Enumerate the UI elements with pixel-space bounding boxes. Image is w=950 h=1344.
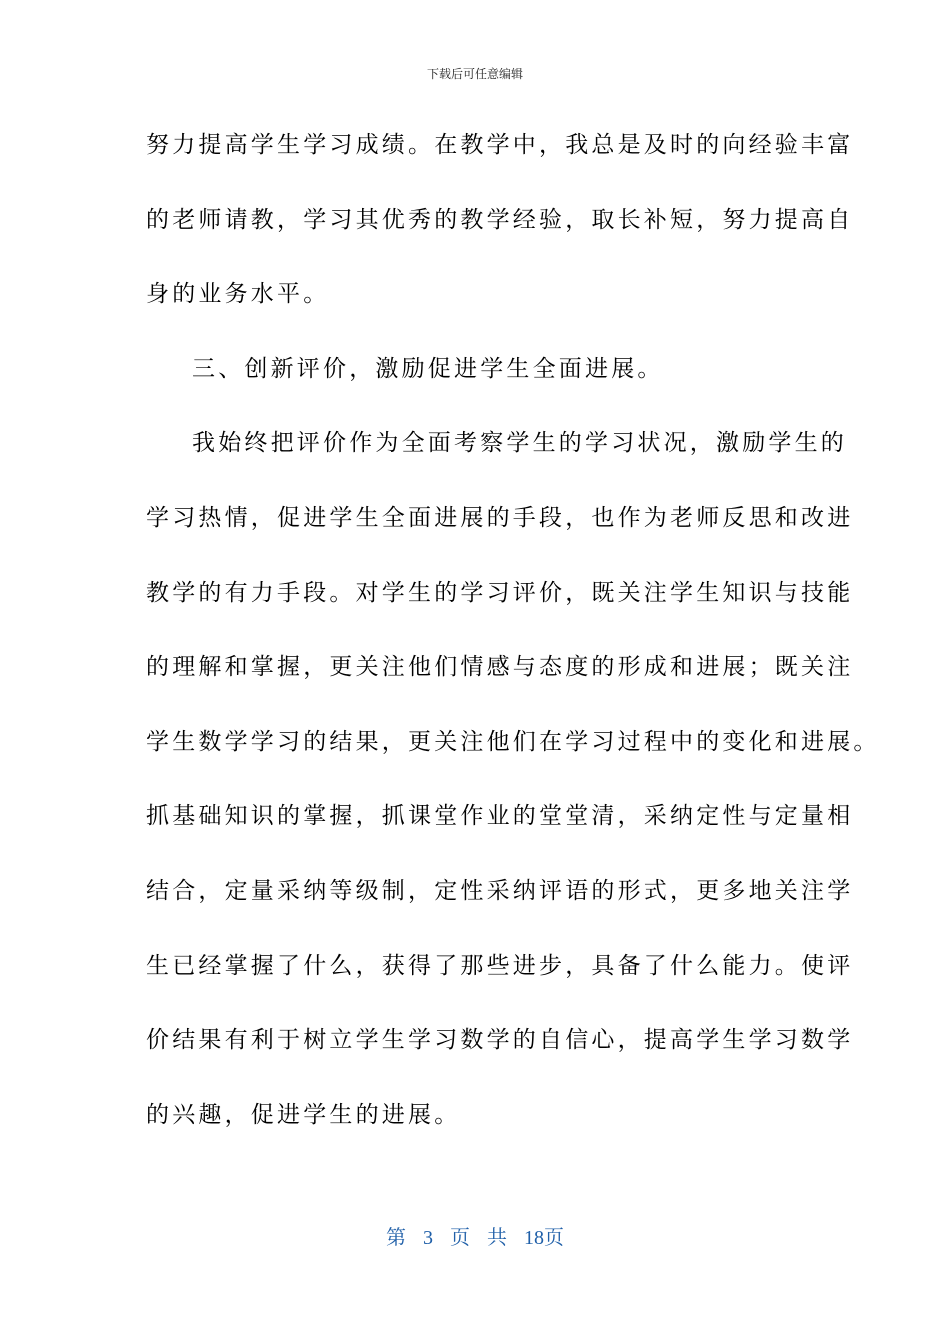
footer-di: 第 <box>386 1227 406 1249</box>
footer-current-page: 3 <box>423 1227 433 1249</box>
paragraph-line: 结合，定量采纳等级制，定性采纳评语的形式，更多地关注学 <box>146 877 854 904</box>
footer-ye: 页 <box>450 1227 470 1249</box>
footer-gong: 共 <box>487 1227 507 1249</box>
paragraph-line: 教学的有力手段。对学生的学习评价，既关注学生知识与技能 <box>146 579 854 606</box>
paragraph-line: 身的业务水平。 <box>146 281 330 308</box>
paragraph-line: 抓基础知识的掌握，抓课堂作业的堂堂清，采纳定性与定量相 <box>146 803 854 830</box>
paragraph-line: 的理解和掌握，更关注他们情感与态度的形成和进展；既关注 <box>146 654 854 681</box>
paragraph-line: 价结果有利于树立学生学习数学的自信心，提高学生学习数学 <box>146 1027 854 1054</box>
page-number-footer <box>0 1226 950 1250</box>
section-heading: 三、创新评价，激励促进学生全面进展。 <box>192 355 664 382</box>
page-header-note: 下载后可任意编辑 <box>426 67 523 81</box>
paragraph-line: 生已经掌握了什么，获得了那些进步，具备了什么能力。使评 <box>146 952 854 979</box>
paragraph-line: 的兴趣，促进学生的进展。 <box>146 1101 461 1128</box>
footer-total-pages: 18页 <box>524 1227 564 1249</box>
paragraph-line: 学习热情，促进学生全面进展的手段，也作为老师反思和改进 <box>146 504 854 531</box>
paragraph-line: 我始终把评价作为全面考察学生的学习状况，激励学生的 <box>192 430 847 457</box>
paragraph-line: 的老师请教，学习其优秀的教学经验，取长补短，努力提高自 <box>146 206 854 233</box>
paragraph-line: 努力提高学生学习成绩。在教学中，我总是及时的向经验丰富 <box>146 132 854 158</box>
document-body <box>146 125 880 1169</box>
paragraph-line: 学生数学学习的结果，更关注他们在学习过程中的变化和进展。 <box>146 728 880 755</box>
